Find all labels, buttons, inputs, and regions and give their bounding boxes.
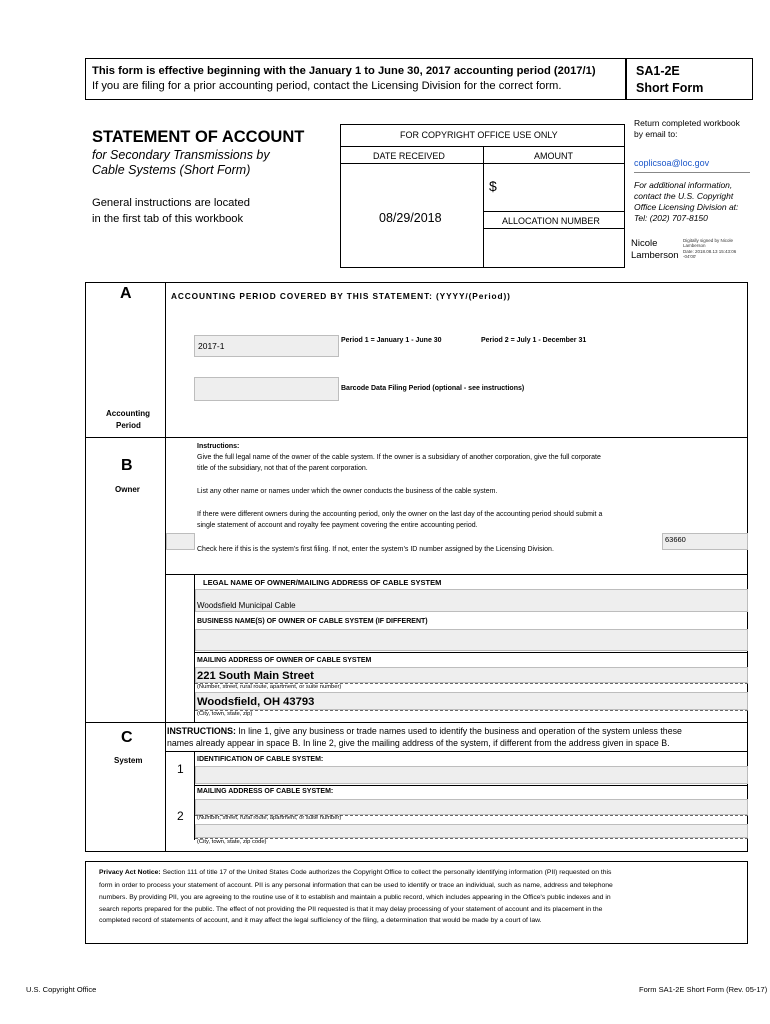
subtitle-line-2: Cable Systems (Short Form) — [92, 163, 251, 177]
section-a-side-label-2: Period — [116, 421, 141, 430]
privacy-notice-bold: Privacy Act Notice: — [99, 869, 161, 876]
section-b-side-label: Owner — [115, 485, 140, 494]
section-a-bottom-rule — [85, 437, 748, 438]
system-city-input[interactable] — [195, 824, 748, 838]
legal-name-value: Woodsfield Municipal Cable — [197, 601, 296, 610]
privacy-line-5: completed record of statements of account, and it may affect the legal sufficiency of the filing, a determination that would be made by a court of law. — [99, 917, 542, 924]
section-c-instructions-2: names already appear in space B. In line 2, give the mailing address of the system, if different from the address given in space B. — [167, 738, 670, 748]
date-received-value: 08/29/2018 — [379, 211, 442, 225]
section-b-instructions-1b: title of the subsidiary, not that of the parent corporation. — [197, 465, 368, 472]
barcode-period-label: Barcode Data Filing Period (optional - see instructions) — [341, 385, 525, 392]
section-a-heading: ACCOUNTING PERIOD COVERED BY THIS STATEMENT: (YYYY/(Period)) — [171, 291, 511, 301]
section-c-instructions-text: In line 1, give any business or trade names used to identify the business and operation of the system unless these — [235, 726, 682, 736]
general-instructions-2: in the first tab of this workbook — [92, 213, 244, 225]
section-b-instructions-2: List any other name or names under which the owner conducts the business of the cable system. — [197, 488, 498, 495]
form-code: SA1-2E — [636, 64, 680, 78]
subtitle-line-1: for Secondary Transmissions by — [92, 148, 270, 162]
system-city-caption: (City, town, state, zip code) — [197, 839, 267, 845]
form-type: Short Form — [636, 81, 704, 95]
page-title: STATEMENT OF ACCOUNT — [92, 128, 305, 146]
section-c-side-label: System — [114, 756, 143, 765]
privacy-line-4: search reports prepared for the public. The effect of not providing the PII requested is that it may delay processing of your statement of account and its placement in the — [99, 906, 603, 913]
legal-name-heading: LEGAL NAME OF OWNER/MAILING ADDRESS OF CABLE SYSTEM — [203, 578, 442, 587]
section-c-instructions-1 — [167, 726, 682, 736]
first-filing-checkbox[interactable] — [166, 533, 195, 550]
section-c-line-1-number: 1 — [177, 762, 184, 776]
privacy-line-3: numbers. By providing PII, you are agreeing to the routine use of it to establish and maintain a public record, which includes appearing in the Office's public indexes and in — [99, 894, 611, 901]
section-b-instructions-heading: Instructions: — [197, 443, 240, 450]
section-b-letter: B — [121, 457, 133, 474]
system-identification-input[interactable] — [195, 766, 748, 784]
city-value: Woodsfield, OH 43793 — [197, 696, 315, 708]
contact-info-1: For additional information, — [634, 180, 733, 190]
business-name-heading: BUSINESS NAME(S) OF OWNER OF CABLE SYSTEM (IF DIFFERENT) — [197, 618, 428, 625]
system-identification-rule — [194, 785, 748, 786]
accounting-period-value: 2017-1 — [198, 341, 225, 351]
system-street-input[interactable] — [195, 799, 748, 815]
section-c-instructions-rule — [165, 751, 748, 752]
general-instructions-1: General instructions are located — [92, 197, 250, 209]
privacy-notice-text: Section 111 of title 17 of the United States Code authorizes the Copyright Office to collect the personally identifying information (PII) requested on this — [160, 869, 612, 876]
digital-signature-2: Lamberson — [683, 243, 706, 248]
city-caption: (City, town, state, zip) — [197, 711, 253, 717]
barcode-period-input[interactable] — [194, 377, 339, 401]
section-b-bottom-rule — [85, 722, 748, 723]
contact-phone: Tel: (202) 707-8150 — [634, 213, 708, 223]
contact-email[interactable]: coplicsoa@loc.gov — [634, 158, 710, 168]
section-a-side-label-1: Accounting — [106, 409, 150, 418]
period-1-definition: Period 1 = January 1 - June 30 — [341, 337, 442, 344]
allocation-label: ALLOCATION NUMBER — [502, 216, 600, 226]
street-caption: (Number, street, rural route, apartment, or suite number) — [197, 684, 342, 690]
privacy-line-2: form in order to process your statement of account. PII is any personal information that can be used to identify or trace an individual, such as name, address and telephone — [99, 882, 613, 889]
system-mailing-heading: MAILING ADDRESS OF CABLE SYSTEM: — [197, 788, 334, 795]
section-c-letter: C — [121, 729, 133, 746]
business-name-input[interactable] — [195, 629, 748, 651]
section-b-instructions-3a: If there were different owners during the accounting period, only the owner on the last day of the accounting period should submit a — [197, 511, 603, 518]
first-filing-label: Check here if this is the system’s first filing. If not, enter the system’s ID number assigned by the Licensing Division. — [197, 546, 554, 553]
signature-first-name: Nicole — [631, 238, 658, 249]
effective-notice: This form is effective beginning with the January 1 to June 30, 2017 accounting period (2017/1) — [92, 65, 596, 77]
section-a-letter: A — [120, 285, 132, 302]
street-value: 221 South Main Street — [197, 670, 314, 682]
section-c-line-2-number: 2 — [177, 809, 184, 823]
allocation-divider-2 — [483, 228, 625, 229]
section-label-column-divider — [165, 282, 166, 852]
digital-signature-1: Digitally signed by Nicole — [683, 238, 734, 243]
system-street-caption: (Number, street, rural route, apartment, or suite number) — [197, 815, 342, 821]
office-use-vdivider — [483, 146, 484, 268]
allocation-divider — [483, 211, 625, 212]
period-2-definition: Period 2 = July 1 - December 31 — [481, 337, 587, 344]
footer-office: U.S. Copyright Office — [26, 985, 97, 994]
prior-period-notice: If you are filing for a prior accounting period, contact the Licensing Division for the correct form. — [92, 80, 562, 92]
return-instruction-1: Return completed workbook — [634, 118, 740, 128]
system-id-value: 63660 — [665, 535, 686, 544]
date-received-label: DATE RECEIVED — [373, 151, 445, 161]
dollar-sign: $ — [489, 178, 497, 194]
section-b-instructions-3b: single statement of account and royalty fee payment covering the entire accounting period. — [197, 522, 478, 529]
city-dashed-rule — [195, 710, 748, 711]
digital-signature-4: -04'00' — [683, 254, 697, 259]
contact-info-2: contact the U.S. Copyright — [634, 191, 734, 201]
footer-form-revision: Form SA1-2E Short Form (Rev. 05-17) — [639, 985, 768, 994]
section-b-instructions-rule — [165, 574, 748, 575]
office-use-heading: FOR COPYRIGHT OFFICE USE ONLY — [400, 130, 558, 140]
return-instruction-2: by email to: — [634, 129, 678, 139]
system-city-dashed-rule — [195, 838, 748, 839]
contact-info-3: Office Licensing Division at: — [634, 202, 739, 212]
privacy-line-1 — [99, 869, 739, 876]
email-underline — [634, 172, 750, 173]
signature-last-name: Lamberson — [631, 250, 679, 261]
system-identification-heading: IDENTIFICATION OF CABLE SYSTEM: — [197, 756, 324, 763]
mailing-address-heading: MAILING ADDRESS OF OWNER OF CABLE SYSTEM — [197, 657, 372, 664]
business-name-rule — [194, 652, 748, 653]
digital-signature-3: Date: 2018.08.13 15:43:06 — [683, 249, 737, 254]
section-c-instructions-bold: INSTRUCTIONS: — [167, 726, 236, 736]
amount-label: AMOUNT — [534, 151, 573, 161]
section-b-instructions-1a: Give the full legal name of the owner of the cable system. If the owner is a subsidiary of another corporation, give the full corporate — [197, 454, 601, 461]
